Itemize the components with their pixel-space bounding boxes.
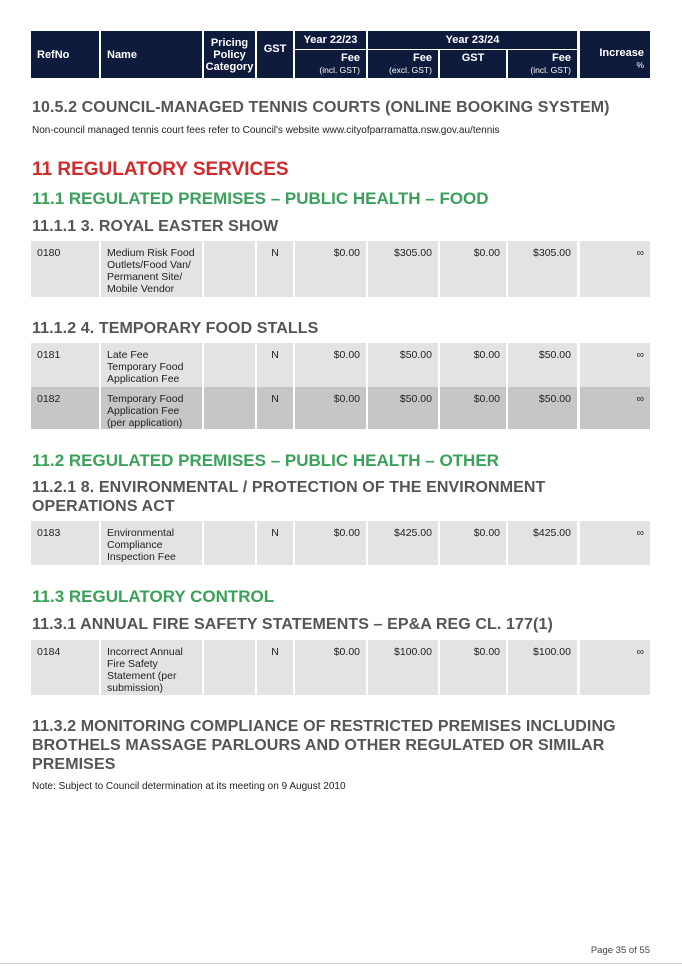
heading-11-3-2-line: 11.3.2 MONITORING COMPLIANCE OF RESTRICTED PREMISES INCLUDING: [32, 718, 616, 735]
heading-11-1: 11.1 REGULATED PREMISES – PUBLIC HEALTH – FOOD: [32, 189, 489, 208]
cell-name-line: Incorrect Annual: [107, 646, 183, 658]
heading-11-2-1: [32, 478, 545, 516]
cell-name-line: Outlets/Food Van/: [107, 259, 191, 271]
cell-fee-2223: $0.00: [295, 241, 366, 297]
cell-fee-incl: $305.00: [508, 241, 577, 297]
cell-name-line: Compliance: [107, 539, 163, 551]
cell-name-line: (per application): [107, 417, 183, 429]
table-row: [31, 521, 650, 565]
cell-policy: [204, 343, 255, 387]
header-excl-gst-label: (excl. GST): [389, 65, 432, 75]
cell-fee-2223: $0.00: [295, 387, 366, 429]
cell-refno: 0180: [31, 241, 99, 297]
cell-gst: N: [257, 241, 293, 297]
page-number: Page 35 of 55: [590, 945, 650, 956]
cell-name-line: Temporary Food: [107, 393, 184, 405]
note-tennis: Non-council managed tennis court fees refer to Council's website www.cityofparramatta.nsw.gov.au/tennis: [32, 125, 500, 136]
table-row: [31, 640, 650, 695]
cell-fee-excl: $100.00: [368, 640, 438, 695]
header-fee-incl-2223: [295, 50, 366, 78]
cell-gst-amount: $0.00: [440, 521, 506, 565]
heading-11-3-2-line: PREMISES: [32, 756, 116, 773]
cell-policy: [204, 640, 255, 695]
cell-increase: ∞: [580, 343, 650, 387]
cell-name-line: Fire Safety: [107, 658, 158, 670]
header-year-2223: Year 22/23: [295, 31, 366, 49]
cell-name-line: Application Fee: [107, 373, 180, 385]
cell-fee-2223: $0.00: [295, 640, 366, 695]
cell-fee-incl: $425.00: [508, 521, 577, 565]
cell-fee-excl: $425.00: [368, 521, 438, 565]
cell-name-line: submission): [107, 682, 164, 694]
header-gst-label: GST: [263, 42, 287, 55]
cell-name-line: Temporary Food: [107, 361, 184, 373]
cell-name-line: Permanent Site/: [107, 271, 183, 283]
cell-name: [101, 521, 202, 565]
heading-11-1-2: 11.1.2 4. TEMPORARY FOOD STALLS: [32, 320, 319, 337]
header-percent-label: %: [636, 59, 644, 70]
heading-11-3: 11.3 REGULATORY CONTROL: [32, 587, 275, 606]
header-fee-label: Fee: [552, 52, 571, 64]
cell-name: [101, 343, 202, 387]
header-year-2324: Year 23/24: [368, 31, 577, 49]
cell-increase: ∞: [580, 521, 650, 565]
table-row: [31, 241, 650, 297]
cell-name: [101, 387, 202, 429]
cell-increase: ∞: [580, 387, 650, 429]
cell-refno: 0182: [31, 387, 99, 429]
header-fee-label: Fee: [413, 52, 432, 64]
heading-11-2-1-line: OPERATIONS ACT: [32, 498, 175, 515]
cell-fee-excl: $305.00: [368, 241, 438, 297]
cell-name-line: Statement (per: [107, 670, 177, 682]
cell-increase: ∞: [580, 241, 650, 297]
cell-name-line: Medium Risk Food: [107, 247, 195, 259]
header-refno: RefNo: [31, 31, 99, 78]
header-fee-excl-2324: [368, 50, 438, 78]
heading-11-2-1-line: 11.2.1 8. ENVIRONMENTAL / PROTECTION OF THE ENVIRONMENT: [32, 479, 546, 496]
cell-gst-amount: $0.00: [440, 640, 506, 695]
cell-name-line: Late Fee: [107, 349, 149, 361]
cell-name: [101, 640, 202, 695]
cell-name-line: Application Fee: [107, 405, 180, 417]
header-gst-2324: GST: [440, 50, 506, 78]
header-increase-label: Increase: [599, 46, 644, 59]
header-fee-incl-2324: [508, 50, 577, 78]
cell-increase: ∞: [580, 640, 650, 695]
cell-refno: 0183: [31, 521, 99, 565]
cell-name-line: Mobile Vendor: [107, 283, 175, 295]
table-row: [31, 387, 650, 429]
cell-gst-amount: $0.00: [440, 343, 506, 387]
header-name: Name: [101, 31, 202, 78]
cell-gst: N: [257, 387, 293, 429]
cell-fee-incl: $100.00: [508, 640, 577, 695]
heading-10-5-2: 10.5.2 COUNCIL-MANAGED TENNIS COURTS (ONLINE BOOKING SYSTEM): [32, 99, 610, 116]
cell-policy: [204, 521, 255, 565]
cell-fee-2223: $0.00: [295, 521, 366, 565]
heading-11-3-2: [32, 717, 616, 774]
heading-11-1-1: 11.1.1 3. ROYAL EASTER SHOW: [32, 218, 279, 235]
header-pricing-policy: [204, 31, 255, 78]
cell-policy: [204, 387, 255, 429]
cell-fee-2223: $0.00: [295, 343, 366, 387]
cell-name-line: Inspection Fee: [107, 551, 176, 563]
header-incl-gst-label: (incl. GST): [530, 65, 571, 75]
cell-gst: N: [257, 343, 293, 387]
header-incl-gst-label: (incl. GST): [319, 65, 360, 75]
cell-gst: N: [257, 521, 293, 565]
header-increase: [580, 31, 650, 78]
cell-gst-amount: $0.00: [440, 387, 506, 429]
cell-fee-excl: $50.00: [368, 343, 438, 387]
cell-policy: [204, 241, 255, 297]
cell-refno: 0181: [31, 343, 99, 387]
footer-divider: [0, 963, 682, 964]
cell-name: [101, 241, 202, 297]
heading-11-3-1: 11.3.1 ANNUAL FIRE SAFETY STATEMENTS – EP&A REG CL. 177(1): [32, 616, 553, 633]
heading-11-3-2-line: BROTHELS MASSAGE PARLOURS AND OTHER REGULATED OR SIMILAR: [32, 737, 605, 754]
fee-table-header: [31, 31, 650, 78]
header-pricing-policy-label: Pricing Policy Category: [205, 36, 254, 73]
heading-11: 11 REGULATORY SERVICES: [32, 159, 289, 180]
cell-refno: 0184: [31, 640, 99, 695]
table-row: [31, 343, 650, 387]
heading-11-2: 11.2 REGULATED PREMISES – PUBLIC HEALTH – OTHER: [32, 451, 499, 470]
cell-name-line: Environmental: [107, 527, 175, 539]
note-council-determination: Note: Subject to Council determination at its meeting on 9 August 2010: [32, 781, 346, 792]
cell-fee-excl: $50.00: [368, 387, 438, 429]
cell-gst-amount: $0.00: [440, 241, 506, 297]
cell-gst: N: [257, 640, 293, 695]
header-fee-label: Fee: [341, 52, 360, 64]
header-gst: [257, 31, 293, 78]
cell-fee-incl: $50.00: [508, 387, 577, 429]
cell-fee-incl: $50.00: [508, 343, 577, 387]
